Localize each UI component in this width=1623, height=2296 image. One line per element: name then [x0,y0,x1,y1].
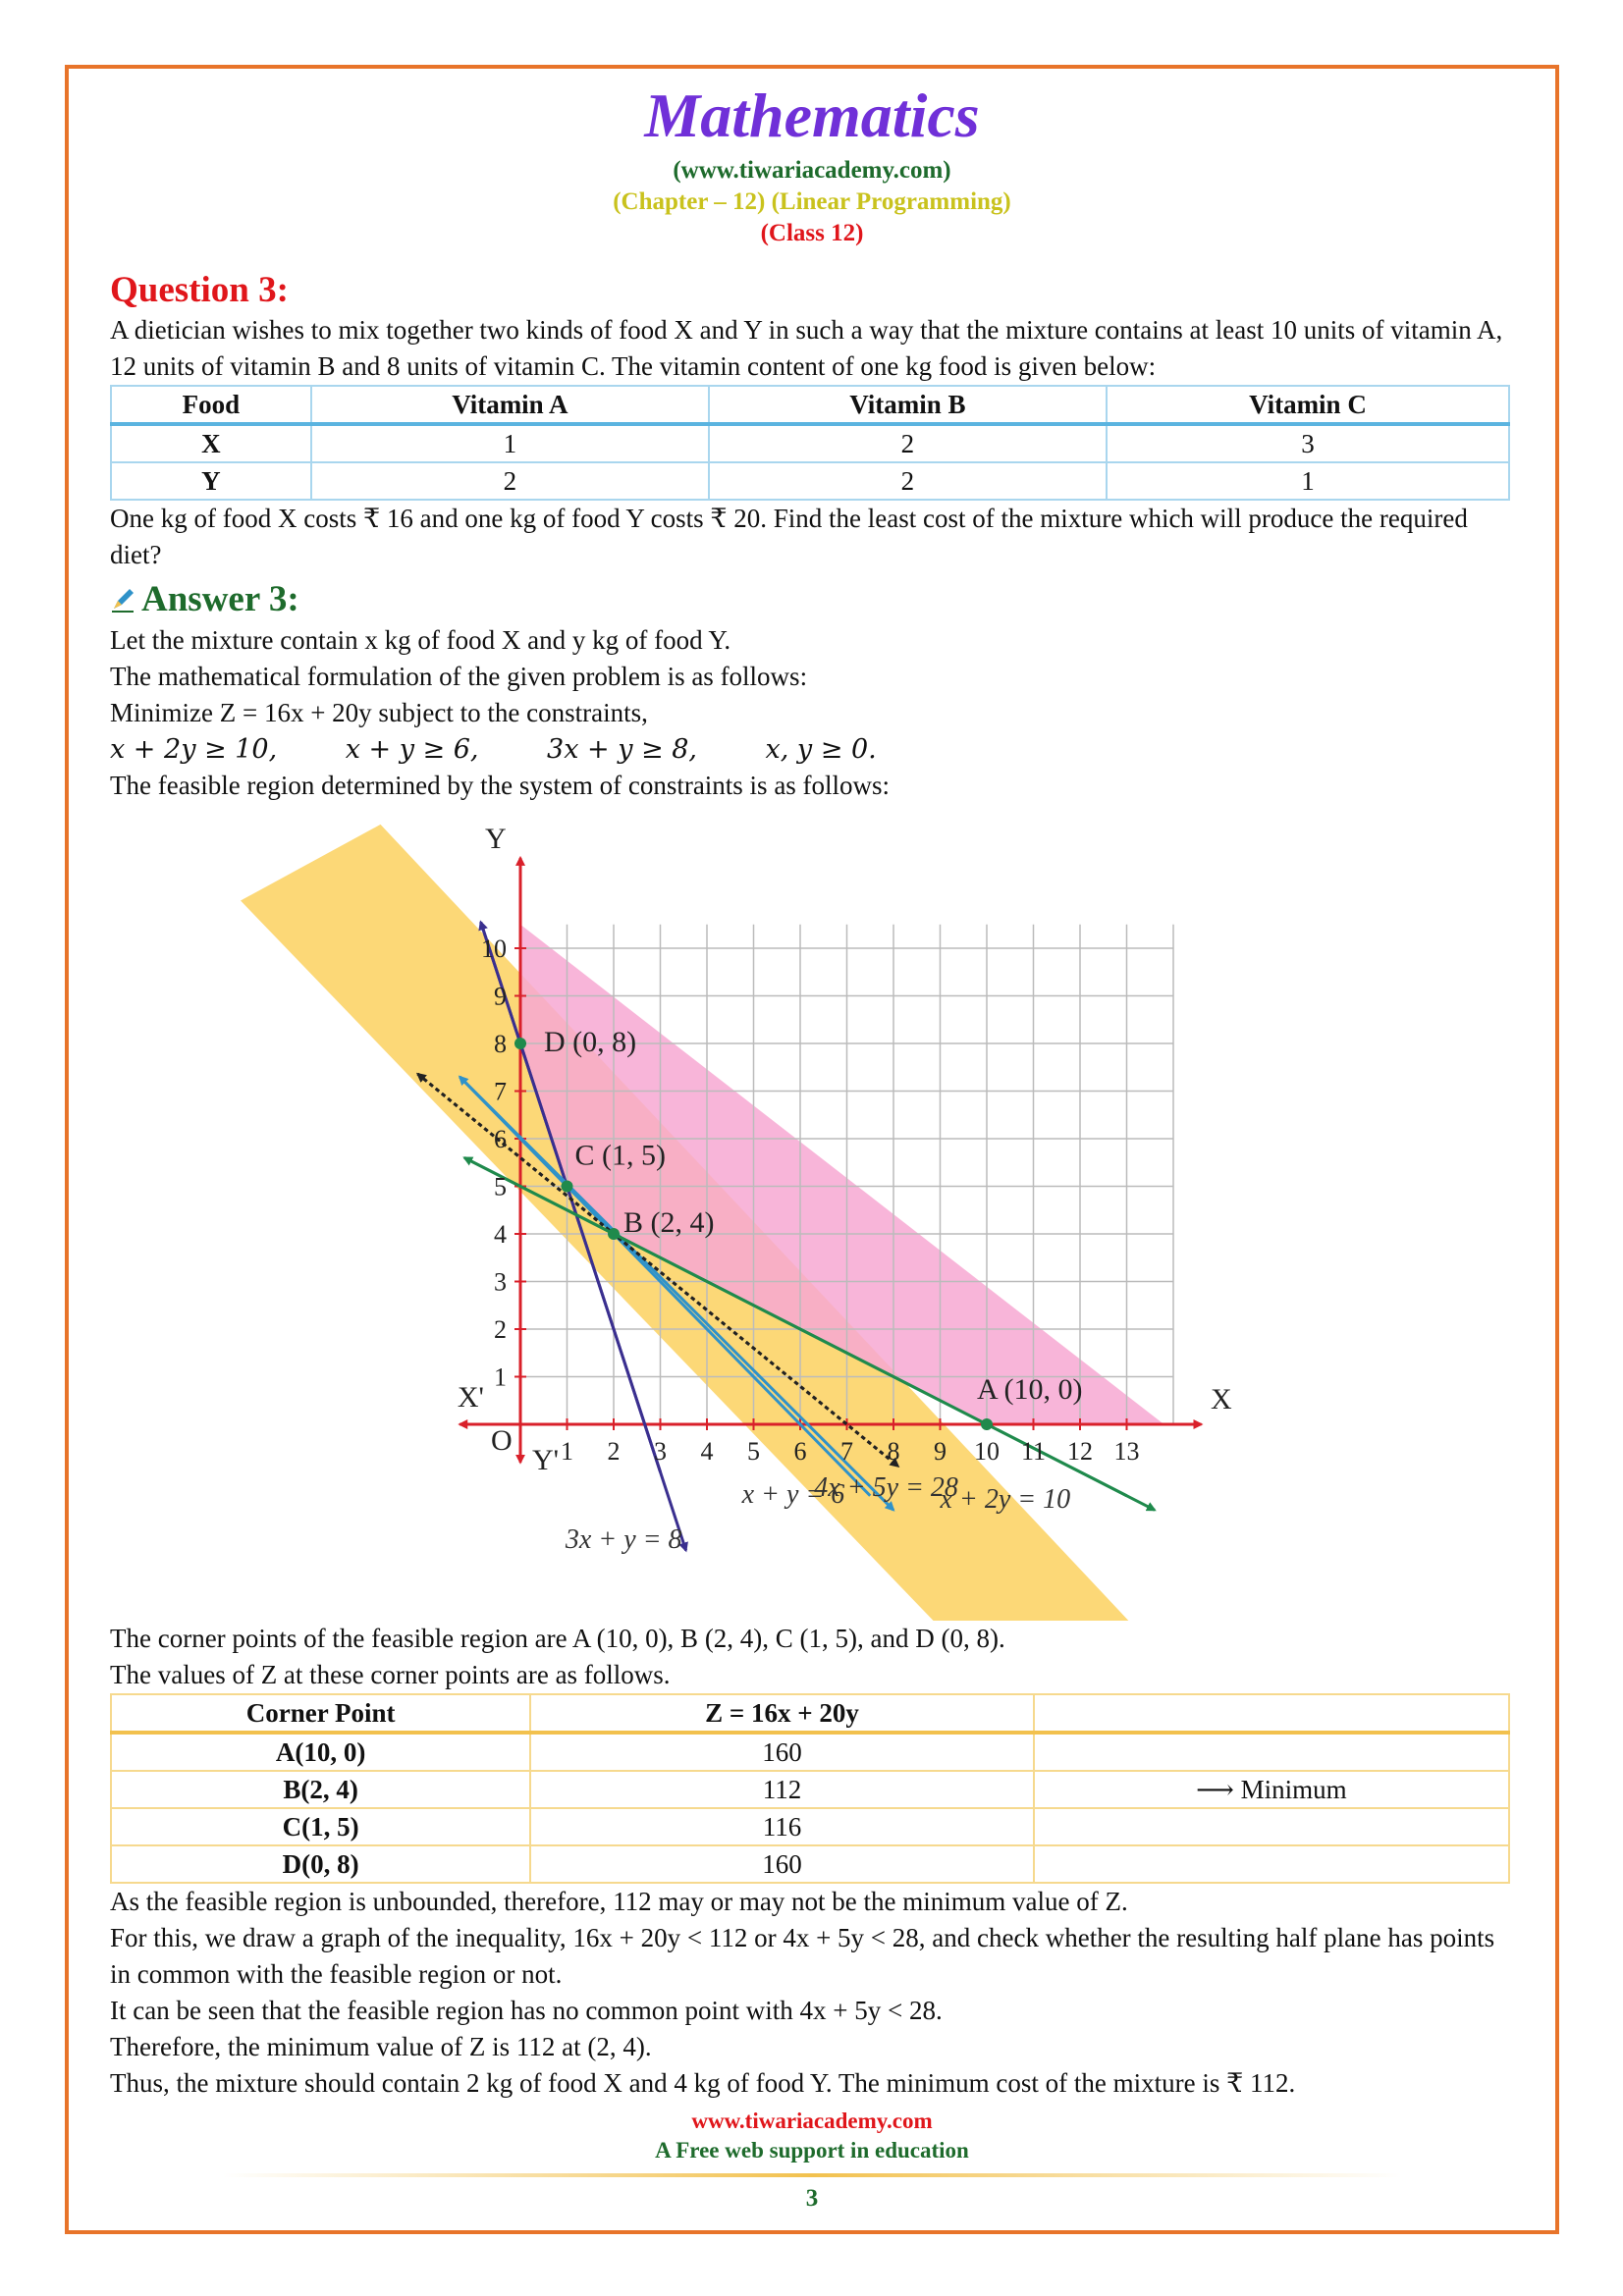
page-footer [65,2107,1559,2213]
x-neg-axis-label: X' [457,1381,484,1414]
answer-heading-text: Answer 3: [141,579,299,619]
constraint-line-label: x + 2y = 10 [940,1483,1071,1515]
question-heading: Question 3: [110,270,289,310]
x-tick-label: 11 [1020,1437,1047,1466]
x-tick-label: 13 [1113,1437,1140,1466]
table-cell: X [111,424,311,462]
header-website: (www.tiwariacademy.com) [673,157,951,184]
table-cell: 1 [311,424,709,462]
vitamin-table [110,385,1510,501]
question-closing: One kg of food X costs ₹ 16 and one kg of food Y costs ₹ 20. Find the least cost of the mixture which will produce the required diet? [110,504,1468,569]
feasible-region-graph [110,816,1514,1621]
header-class: (Class 12) [760,220,864,246]
constraint-line-label: 3x + y = 8 [565,1524,682,1556]
origin-label: O [491,1424,513,1457]
corner-point-label: B (2, 4) [623,1206,715,1239]
table-row [111,1845,1509,1883]
table-cell: B(2, 4) [111,1771,530,1808]
y-tick-label: 10 [481,934,507,963]
x-tick-label: 9 [934,1437,947,1466]
y-tick-label: 9 [494,982,507,1011]
corner-point-label: D (0, 8) [544,1026,637,1058]
table-cell: 1 [1107,462,1509,500]
constraints-line [110,731,1514,768]
y-tick-label: 8 [494,1030,507,1058]
answer-objective: Minimize Z = 16x + 20y subject to the constraints, [110,698,648,727]
y-tick-label: 1 [494,1362,507,1392]
answer-line: The feasible region determined by the system of constraints is as follows: [110,771,891,800]
answer-line: The corner points of the feasible region are A (10, 0), B (2, 4), C (1, 5), and D (0, 8). [110,1624,1005,1653]
table-cell: D(0, 8) [111,1845,530,1883]
conclusion-line: Therefore, the minimum value of Z is 112 at (2, 4). [110,2032,652,2061]
x-tick-label: 3 [654,1437,667,1466]
answer-line: The mathematical formulation of the given problem is as follows: [110,662,808,691]
table-cell: Y [111,462,311,500]
table-cell [1034,1733,1509,1771]
page-number: 3 [805,2185,819,2212]
table-cell: ⟶ Minimum [1034,1771,1509,1808]
answer-heading [110,577,1514,622]
x-tick-label: 7 [840,1437,853,1466]
table-header-cell: Corner Point [111,1694,530,1733]
x-tick-label: 1 [561,1437,573,1466]
table-cell: 160 [530,1733,1034,1771]
table-header-cell: Vitamin C [1107,386,1509,424]
constraint: 3x + y ≥ 8, [547,734,698,765]
x-tick-label: 6 [793,1437,807,1466]
constraint-line-label: x + y = 6 [741,1479,845,1511]
constraint: x + 2y ≥ 10, [110,734,278,765]
x-tick-label: 5 [747,1437,760,1466]
x-axis-label: X [1211,1383,1232,1415]
header-chapter: (Chapter – 12) (Linear Programming) [613,188,1011,215]
corner-point-label: A (10, 0) [977,1373,1083,1406]
corner-point-marker [562,1181,573,1193]
y-tick-label: 6 [494,1125,507,1153]
table-row [111,424,1509,462]
corner-point-label: C (1, 5) [574,1139,666,1172]
question-intro: A dietician wishes to mix together two kinds of food X and Y in such a way that the mixture contains at least 10 units of vitamin A, 12 units of vitamin B and 8 units of vitamin C. The vitamin content of one kg food is given below: [110,315,1503,381]
table-header-cell [1034,1694,1509,1733]
y-neg-axis-label: Y' [532,1444,560,1477]
y-tick-label: 5 [494,1172,507,1201]
y-tick-label: 3 [494,1267,507,1297]
corner-point-marker [514,1038,526,1049]
conclusion-line: For this, we draw a graph of the inequality, 16x + 20y < 112 or 4x + 5y < 28, and check whether the resulting half plane has points in common with the feasible region or not. [110,1923,1495,1989]
conclusion-line: Thus, the mixture should contain 2 kg of food X and 4 kg of food Y. The minimum cost of the mixture is ₹ 112. [110,2068,1296,2098]
table-cell: 2 [709,462,1107,500]
y-tick-label: 4 [494,1220,507,1249]
table-cell [1034,1808,1509,1845]
x-tick-label: 2 [607,1437,621,1466]
y-axis-label: Y [485,823,507,856]
page-content [110,77,1514,2102]
table-row [111,1771,1509,1808]
graph-svg [110,816,1514,1621]
pencil-icon [110,587,135,613]
constraint-line-label: 4x + 5y = 28 [814,1471,958,1503]
table-header-cell: Vitamin A [311,386,709,424]
table-cell: 112 [530,1771,1034,1808]
conclusion-line: It can be seen that the feasible region has no common point with 4x + 5y < 28. [110,1996,943,2025]
conclusion-line: As the feasible region is unbounded, therefore, 112 may or may not be the minimum value of Z. [110,1887,1128,1916]
x-tick-label: 4 [700,1437,714,1466]
x-tick-label: 8 [887,1437,900,1466]
table-header-row [111,1694,1509,1733]
table-cell: 116 [530,1808,1034,1845]
footer-divider [223,2173,1401,2177]
table-cell: A(10, 0) [111,1733,530,1771]
x-tick-label: 10 [974,1437,1000,1466]
table-cell: C(1, 5) [111,1808,530,1845]
y-tick-label: 7 [494,1077,507,1106]
table-row [111,1808,1509,1845]
corner-point-marker [608,1228,620,1240]
table-header-row [111,386,1509,424]
footer-tagline: A Free web support in education [655,2138,969,2163]
table-cell: 2 [311,462,709,500]
table-cell: 2 [709,424,1107,462]
table-cell: 3 [1107,424,1509,462]
corner-point-table [110,1693,1510,1884]
constraint: x, y ≥ 0. [765,734,877,765]
table-cell [1034,1845,1509,1883]
table-row [111,462,1509,500]
table-cell: 160 [530,1845,1034,1883]
constraint: x + y ≥ 6, [345,734,479,765]
table-row [111,1733,1509,1771]
table-header-cell: Food [111,386,311,424]
corner-point-marker [981,1418,993,1430]
page-header [110,77,1514,249]
table-header-cell: Vitamin B [709,386,1107,424]
answer-line: Let the mixture contain x kg of food X and y kg of food Y. [110,625,731,655]
answer-line: The values of Z at these corner points are as follows. [110,1660,671,1689]
table-header-cell: Z = 16x + 20y [530,1694,1034,1733]
y-tick-label: 2 [494,1315,507,1344]
x-tick-label: 12 [1067,1437,1093,1466]
page-title: Mathematics [644,80,980,150]
footer-website[interactable]: www.tiwariacademy.com [691,2109,933,2133]
